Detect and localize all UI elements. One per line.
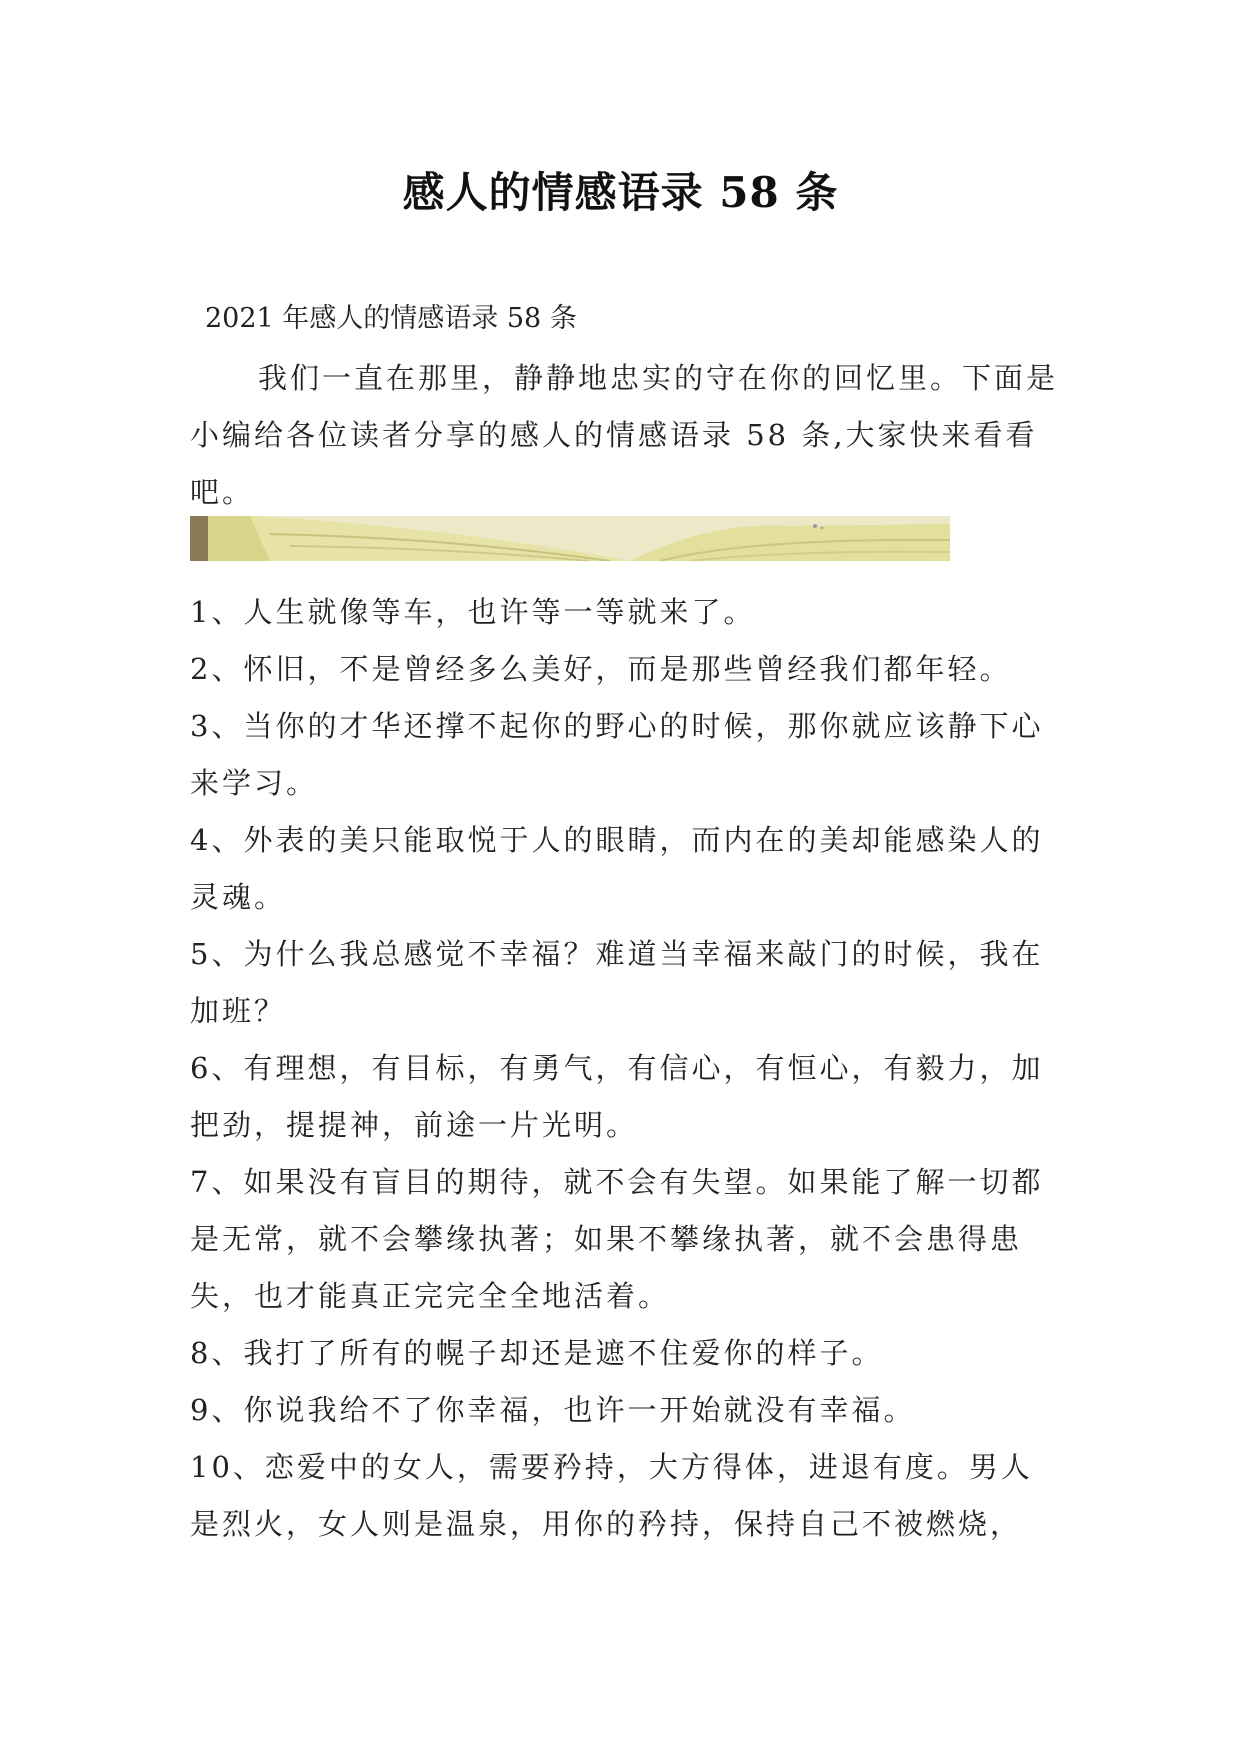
open-book-illustration [190, 516, 950, 561]
list-item: 2、怀旧，不是曾经多么美好，而是那些曾经我们都年轻。 [190, 652, 1012, 686]
document-title: 感人的情感语录 58 条 [402, 168, 839, 217]
list-item: 3、当你的才华还撑不起你的野心的时候，那你就应该静下心来学习。 [190, 709, 1044, 800]
document-subtitle: 2021 年感人的情感语录 58 条 [205, 303, 577, 334]
book-photo [190, 516, 950, 561]
intro-paragraph: 我们一直在那里，静静地忠实的守在你的回忆里。下面是小编给各位读者分享的感人的情感语录 58 条,大家快来看看吧。 [190, 361, 1059, 509]
list-item: 1、人生就像等车，也许等一等就来了。 [190, 595, 756, 629]
list-item: 6、有理想，有目标，有勇气，有信心，有恒心，有毅力，加把劲，提提神，前途一片光明。 [190, 1051, 1044, 1142]
list-item: 8、我打了所有的幌子却还是遮不住爱你的样子。 [190, 1336, 884, 1370]
list-item: 4、外表的美只能取悦于人的眼睛，而内在的美却能感染人的灵魂。 [190, 823, 1044, 914]
list-item: 9、你说我给不了你幸福，也许一开始就没有幸福。 [190, 1393, 916, 1427]
list-item: 7、如果没有盲目的期待，就不会有失望。如果能了解一切都是无常，就不会攀缘执著；如果不攀缘执著，就不会患得患失，也才能真正完完全全地活着。 [190, 1165, 1044, 1313]
list-item: 10、恋爱中的女人，需要矜持，大方得体，进退有度。男人是烈火，女人则是温泉，用你的矜持，保持自己不被燃烧， [190, 1450, 1033, 1541]
list-item: 5、为什么我总感觉不幸福？难道当幸福来敲门的时候，我在加班？ [190, 937, 1044, 1028]
quote-list [190, 584, 1060, 1553]
